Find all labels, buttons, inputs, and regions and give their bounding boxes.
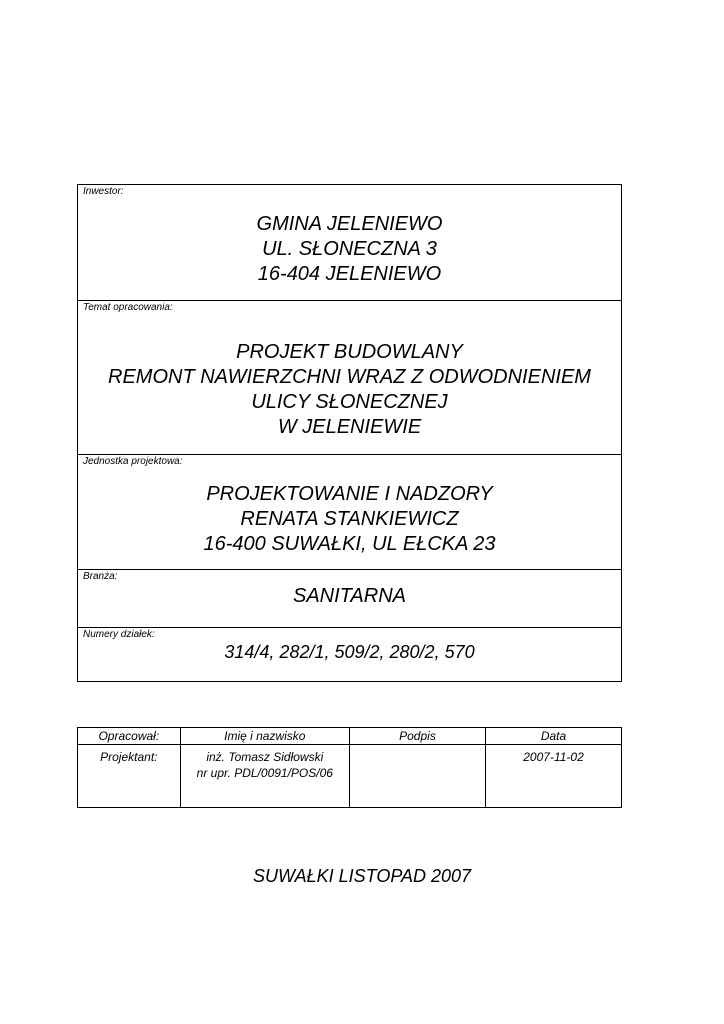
design-unit-section	[78, 454, 621, 569]
header-name: Imię i nazwisko	[180, 728, 349, 745]
topic-line: W JELENIEWIE	[277, 416, 422, 438]
topic-content	[78, 340, 621, 440]
header-signature: Podpis	[349, 728, 485, 745]
topic-line: REMONT NAWIERZCHNI WRAZ Z ODWODNIENIEM	[108, 366, 591, 388]
title-block	[77, 184, 622, 682]
plots-section	[78, 627, 621, 681]
investor-label: Inwestor:	[83, 186, 124, 197]
design-unit-content	[78, 482, 621, 557]
designer-name: inż. Tomasz Sidłowski	[206, 750, 324, 764]
investor-line: UL. SŁONECZNA 3	[262, 238, 437, 260]
branch-value: SANITARNA	[293, 585, 406, 607]
branch-label: Branża:	[83, 571, 118, 582]
design-unit-line: RENATA STANKIEWICZ	[240, 508, 459, 530]
signature-table	[77, 727, 622, 808]
plots-label: Numery działek:	[83, 629, 155, 640]
design-unit-label: Jednostka projektowa:	[83, 456, 183, 467]
investor-line: GMINA JELENIEWO	[256, 213, 443, 235]
topic-line: ULICY SŁONECZNEJ	[251, 391, 448, 413]
cell-date: 2007-11-02	[486, 745, 622, 808]
cell-role: Projektant:	[78, 745, 181, 808]
investor-section	[78, 185, 621, 300]
design-unit-line: PROJEKTOWANIE I NADZORY	[206, 483, 493, 505]
design-unit-line: 16-400 SUWAŁKI, UL EŁCKA 23	[203, 533, 496, 555]
branch-section	[78, 569, 621, 627]
topic-section	[78, 300, 621, 454]
topic-label: Temat opracowania:	[83, 302, 173, 313]
investor-line: 16-404 JELENIEWO	[257, 263, 442, 285]
footer-place-date: SUWAŁKI LISTOPAD 2007	[252, 866, 472, 886]
cell-signature	[349, 745, 485, 808]
header-prepared-by: Opracował:	[78, 728, 181, 745]
table-row	[78, 745, 622, 808]
designer-license: nr upr. PDL/0091/POS/06	[196, 766, 333, 780]
investor-content	[78, 212, 621, 287]
signature-header-row	[78, 728, 622, 745]
header-date: Data	[486, 728, 622, 745]
topic-line: PROJEKT BUDOWLANY	[236, 341, 463, 363]
cell-name	[180, 745, 349, 808]
plots-value: 314/4, 282/1, 509/2, 280/2, 570	[224, 642, 475, 662]
